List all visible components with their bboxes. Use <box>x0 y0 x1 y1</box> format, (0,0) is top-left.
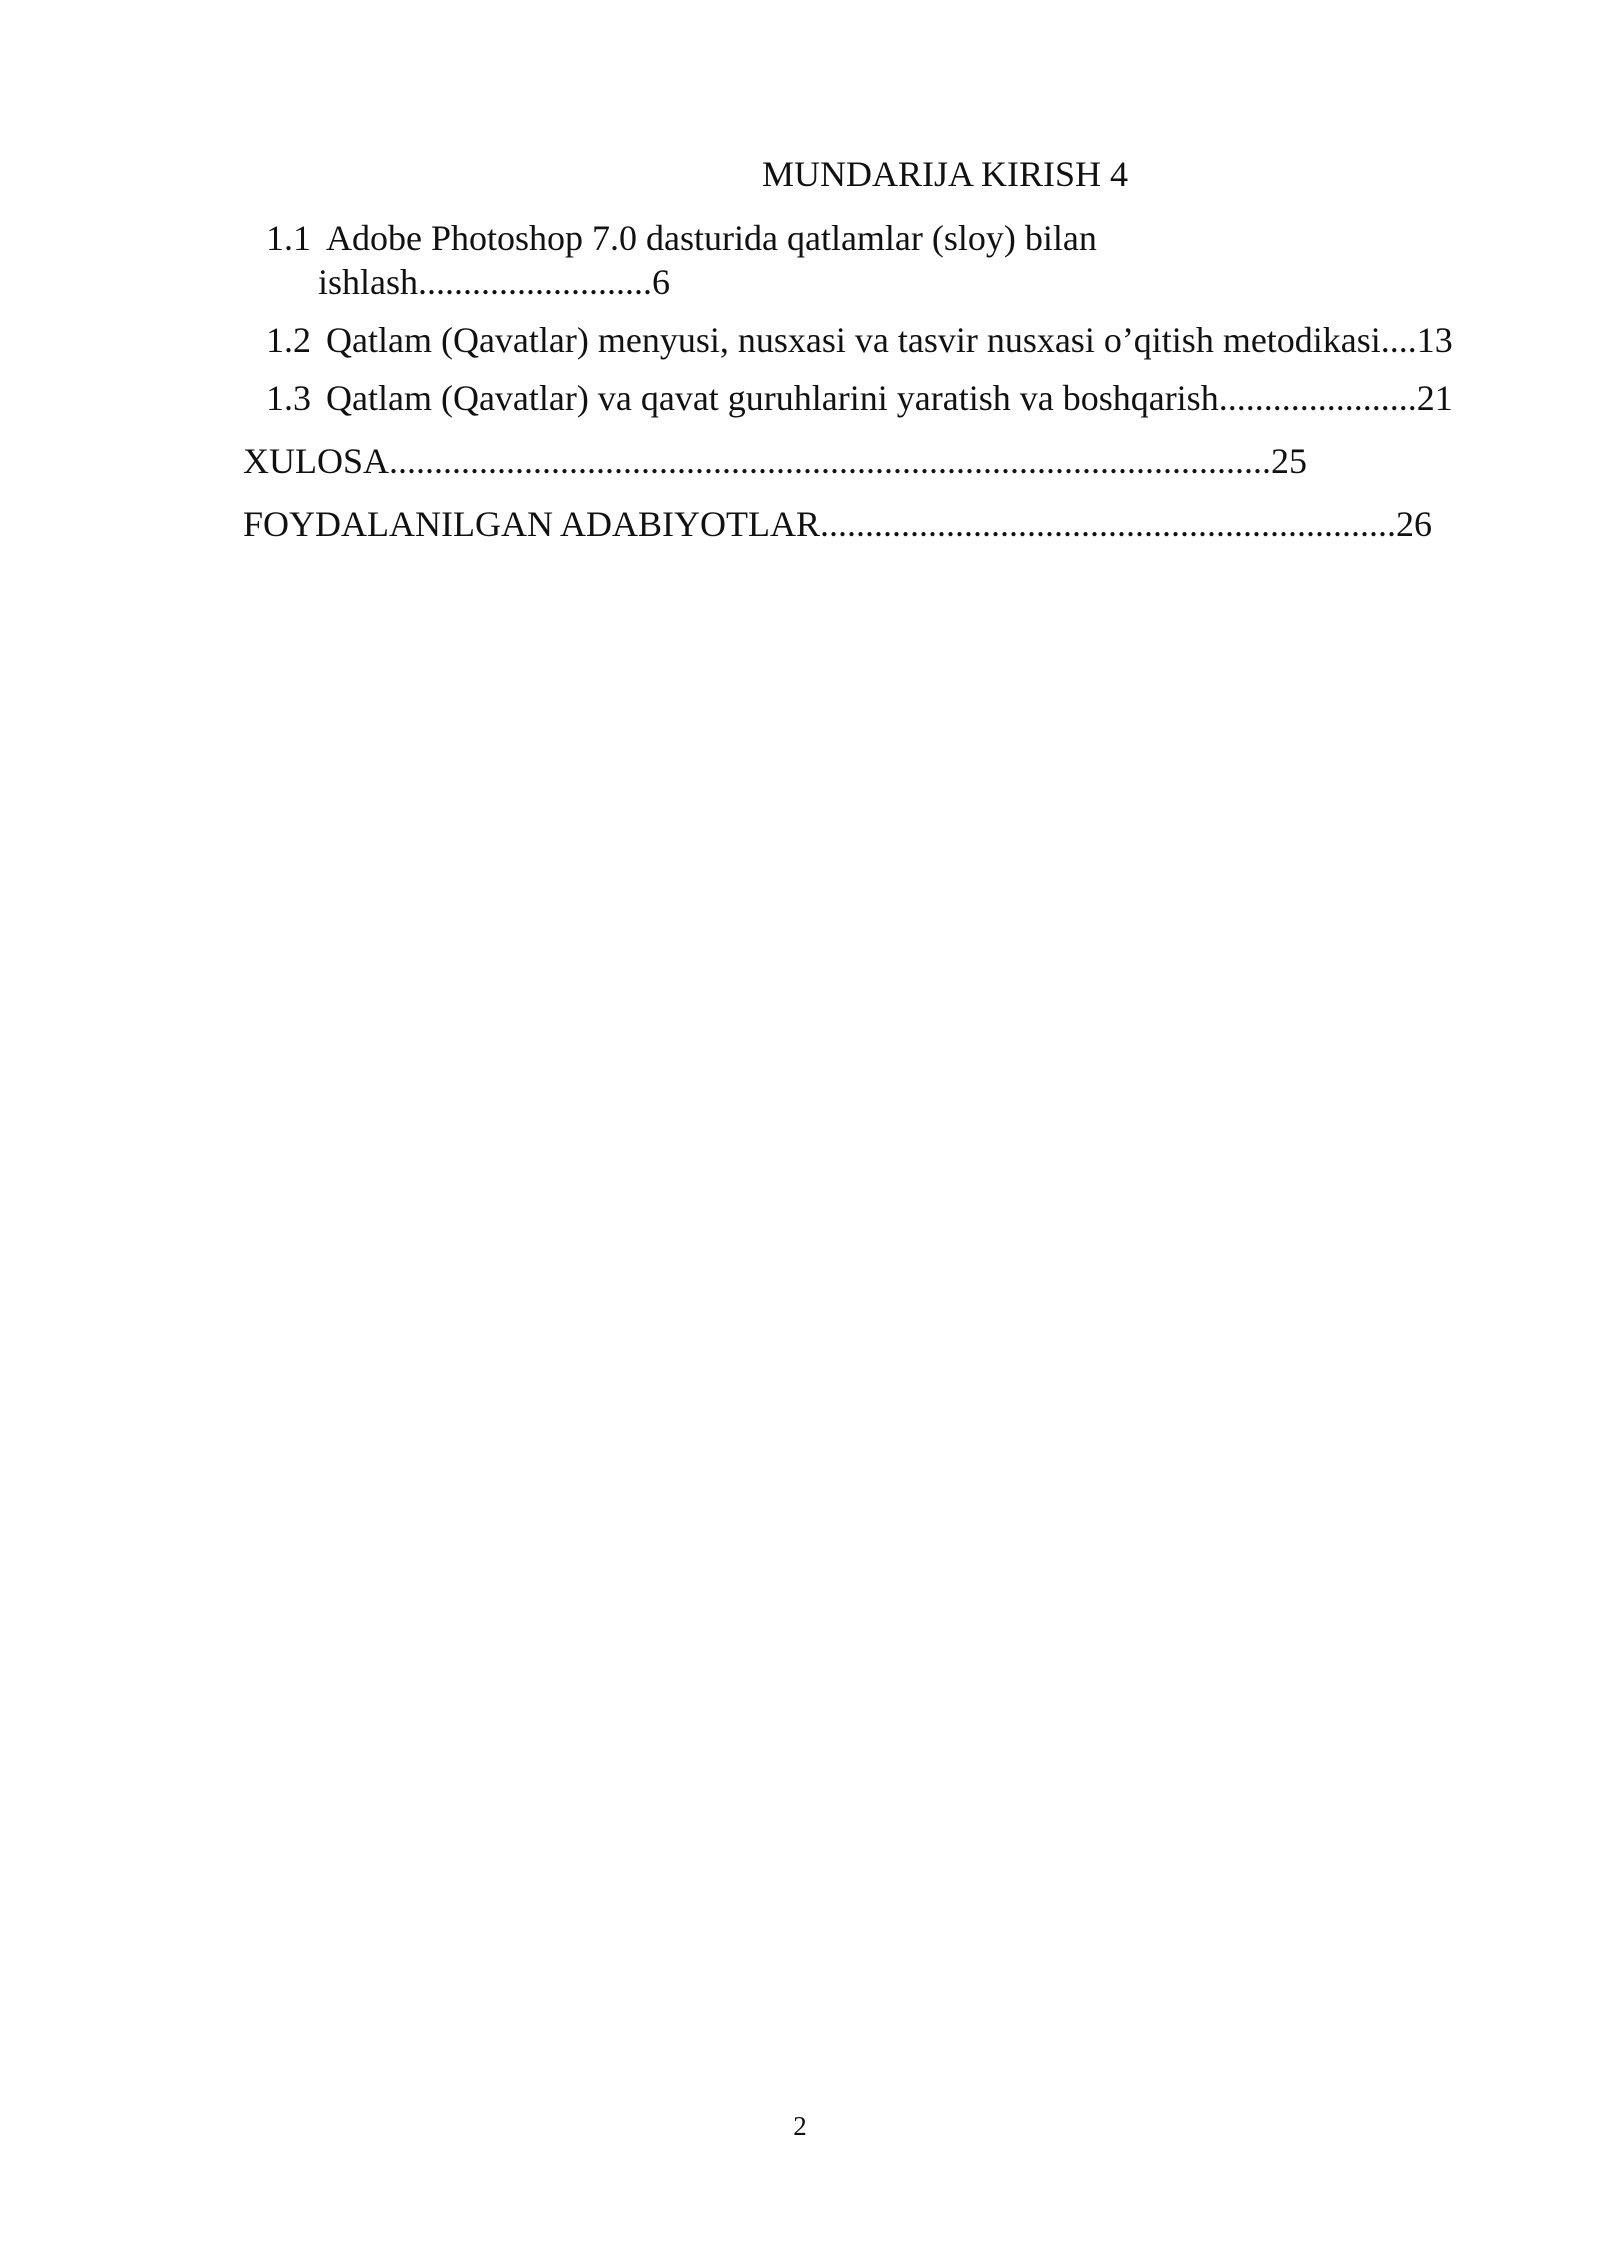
toc-entry-1-3 <box>266 376 1453 420</box>
page-number: 2 <box>793 2111 807 2141</box>
toc-entry-text: Qatlam (Qavatlar) va qavat guruhlarini yaratish va boshqarish......................21 <box>326 378 1453 418</box>
toc-entry-number: 1.3 <box>266 378 311 418</box>
toc-entry-text: Qatlam (Qavatlar) menyusi, nusxasi va tasvir nusxasi o’qitish metodikasi....13 <box>326 320 1453 360</box>
toc-title: MUNDARIJA KIRISH 4 <box>762 154 1129 194</box>
toc-entry-1-2 <box>266 318 1453 362</box>
toc-entry-number: 1.2 <box>266 320 311 360</box>
toc-entry-1-1-continuation: ishlash..........................6 <box>318 262 671 302</box>
toc-entry-xulosa: XULOSA..................................................................................................25 <box>243 441 1308 481</box>
toc-entry-adabiyotlar: FOYDALANILGAN ADABIYOTLAR................................................................26 <box>243 504 1432 544</box>
toc-entry-1-1 <box>266 216 1097 260</box>
toc-entry-text: Adobe Photoshop 7.0 dasturida qatlamlar (sloy) bilan <box>326 218 1097 258</box>
toc-entry-number: 1.1 <box>266 218 311 258</box>
